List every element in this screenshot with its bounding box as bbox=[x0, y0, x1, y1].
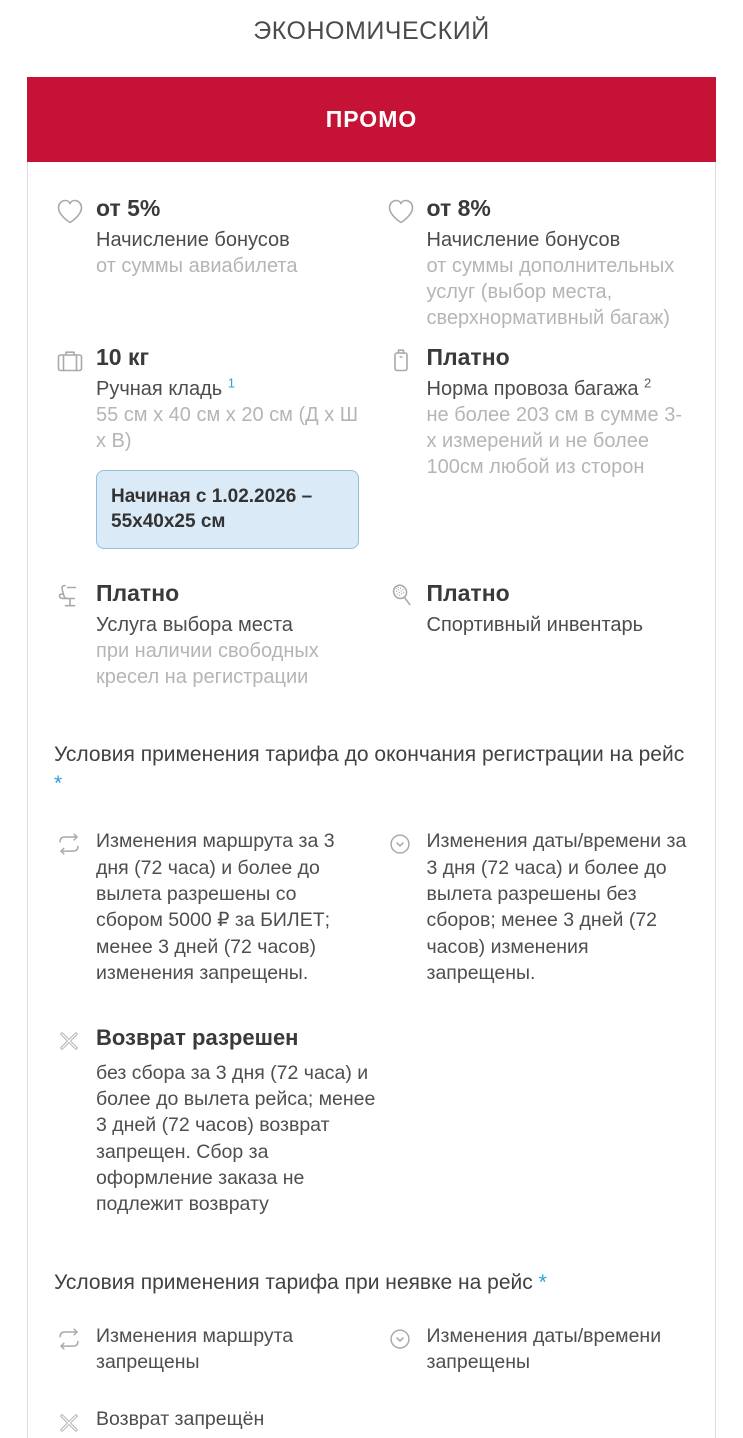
feature-title: 10 кг bbox=[96, 343, 150, 370]
conditions-row bbox=[54, 1323, 689, 1376]
hand-luggage-change-callout: Начиная с 1.02.2026 – 55х40х25 см bbox=[96, 470, 359, 549]
feature-row bbox=[54, 579, 689, 690]
feature-note: от суммы авиабилета bbox=[96, 254, 298, 277]
feature-subtitle: Начисление бонусов bbox=[426, 228, 621, 251]
x-icon bbox=[54, 1024, 96, 1056]
feature-bonus-ticket bbox=[54, 194, 359, 331]
footnote-asterisk: * bbox=[538, 1270, 547, 1294]
footnote-asterisk: * bbox=[54, 771, 63, 795]
feature-note: 55 см х 40 см х 20 см (Д х Ш х В) bbox=[96, 403, 359, 452]
section-heading-before-checkin: Условия применения тарифа до окончания регистрации на рейс * bbox=[54, 742, 685, 795]
feature-note: от суммы дополнительных услуг (выбор места, сверхнормативный багаж) bbox=[426, 254, 675, 329]
feature-title: Платно bbox=[96, 579, 180, 606]
refund-text: без сбора за 3 дня (72 часа) и более до вылета рейса; менее 3 дней (72 часов) возврат запрещен. Сбор за оформление заказа не подлежит возврату bbox=[96, 1061, 376, 1216]
condition-text: Изменения даты/времени запрещены bbox=[426, 1324, 662, 1374]
condition-text: Изменения маршрута запрещены bbox=[96, 1324, 294, 1374]
feature-row bbox=[54, 194, 689, 331]
feature-note: при наличии свободных кресел на регистрации bbox=[96, 639, 319, 688]
feature-row bbox=[54, 343, 689, 549]
hand-luggage-icon bbox=[54, 343, 96, 377]
feature-subtitle: Спортивный инвентарь bbox=[426, 613, 644, 636]
fare-banner bbox=[27, 77, 716, 162]
refund-title: Возврат разрешен bbox=[96, 1025, 299, 1051]
baggage-icon bbox=[385, 343, 427, 377]
feature-sport-equipment bbox=[385, 579, 690, 690]
route-change-icon bbox=[54, 1323, 96, 1355]
conditions-row bbox=[54, 828, 689, 986]
heart-icon bbox=[54, 194, 96, 228]
feature-seat-selection bbox=[54, 579, 359, 690]
seat-icon bbox=[54, 579, 96, 613]
page-title: ЭКОНОМИЧЕСКИЙ bbox=[253, 17, 490, 45]
feature-title: Платно bbox=[426, 343, 510, 370]
section-heading-no-show: Условия применения тарифа при неявке на рейс * bbox=[54, 1270, 547, 1294]
clock-icon bbox=[385, 828, 427, 860]
heart-icon bbox=[385, 194, 427, 228]
fare-details bbox=[28, 162, 715, 1438]
footnote-1-link[interactable]: 1 bbox=[227, 374, 235, 390]
feature-subtitle: Услуга выбора места bbox=[96, 613, 293, 636]
fare-name: ПРОМО bbox=[325, 106, 418, 132]
feature-subtitle: Норма провоза багажа $^2$ bbox=[426, 374, 652, 400]
fare-card bbox=[27, 77, 716, 1438]
condition-text: Изменения даты/времени за 3 дня (72 часа) и более до вылета разрешены без сборов; менее 3 дней (72 часов) изменения запрещены. bbox=[426, 830, 687, 984]
footnote-2-marker: 2 bbox=[644, 374, 652, 390]
feature-title: от 5% bbox=[96, 195, 161, 221]
clock-icon bbox=[385, 1323, 427, 1355]
feature-baggage bbox=[385, 343, 690, 549]
racket-icon bbox=[385, 579, 427, 613]
refund-allowed-block bbox=[54, 1024, 689, 1217]
condition-date-change bbox=[385, 828, 690, 986]
feature-bonus-services bbox=[385, 194, 690, 331]
condition-date-change-forbidden bbox=[385, 1323, 690, 1376]
feature-title: от 8% bbox=[426, 195, 491, 221]
condition-route-change bbox=[54, 828, 359, 986]
refund-forbidden-block bbox=[54, 1406, 689, 1438]
feature-note: не более 203 см в сумме 3-х измерений и не более 100см любой из сторон bbox=[426, 403, 682, 478]
feature-subtitle: Начисление бонусов bbox=[96, 228, 290, 251]
feature-title: Платно bbox=[426, 579, 510, 606]
feature-hand-luggage bbox=[54, 343, 359, 454]
condition-text: Возврат запрещён bbox=[96, 1407, 265, 1430]
x-icon bbox=[54, 1406, 96, 1438]
condition-text: Изменения маршрута за 3 дня (72 часа) и более до вылета разрешены со сбором 5000 ₽ за БИЛЕТ; менее 3 дней (72 часов) изменения запрещены. bbox=[96, 830, 335, 984]
route-change-icon bbox=[54, 828, 96, 860]
feature-subtitle: Ручная кладь $^1$ bbox=[96, 374, 235, 400]
condition-route-change-forbidden bbox=[54, 1323, 359, 1376]
